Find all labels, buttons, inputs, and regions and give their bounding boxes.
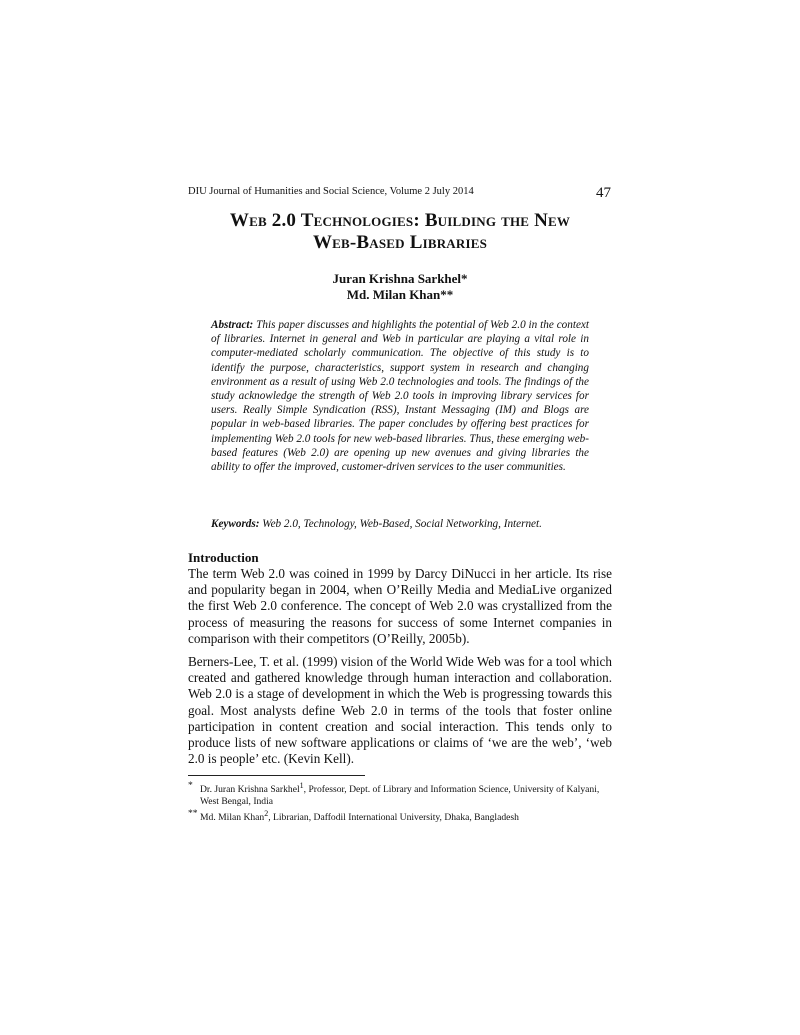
abstract xyxy=(211,318,589,474)
footnote-1 xyxy=(188,780,612,808)
footnote-sup: 1 xyxy=(299,781,304,790)
footnote-marker: * xyxy=(188,780,193,791)
footnote-name: Md. Milan Khan xyxy=(200,812,265,824)
keywords xyxy=(211,518,611,530)
footnote-2 xyxy=(188,808,612,824)
paper-title-line-1: Web 2.0 Technologies: Building the New xyxy=(229,210,571,231)
footnote-sup: 2 xyxy=(264,809,269,819)
footnotes xyxy=(188,780,612,824)
keywords-label: Keywords: xyxy=(211,518,260,530)
keywords-text: Web 2.0, Technology, Web-Based, Social Networking, Internet. xyxy=(262,518,542,530)
author-1: Juran Krishna Sarkhel* xyxy=(332,271,468,286)
footnote-continuation: West Bengal, India xyxy=(200,796,274,808)
paper-title-line-2: Web-Based Libraries xyxy=(312,232,488,253)
body-paragraph: The term Web 2.0 was coined in 1999 by Darcy DiNucci in her article. Its rise and popularity began in 2004, when O’Reilly Media and MediaLive organized the first Web 2.0 conference. The concept of Web 2.0 was crystallized from the process of measuring the reasons for success of some Internet companies in comparison with their competitors (O’Reilly, 2005b). xyxy=(188,566,612,646)
footnote-affiliation: , Professor, Dept. of Library and Information Science, University of Kalyani, xyxy=(303,784,600,796)
footnote-marker: ** xyxy=(188,808,198,820)
abstract-label: Abstract: xyxy=(211,319,254,331)
running-head: DIU Journal of Humanities and Social Science, Volume 2 July 2014 xyxy=(188,186,474,197)
paper-title xyxy=(160,210,640,254)
footnote-affiliation: , Librarian, Daffodil International University, Dhaka, Bangladesh xyxy=(268,812,519,824)
author-2: Md. Milan Khan** xyxy=(346,287,454,302)
page-number: 47 xyxy=(596,185,611,201)
abstract-text: This paper discusses and highlights the potential of Web 2.0 in the context of libraries. Internet in general and Web in particular are playing a vital role in computer-mediated scholarly communication. The objective of this study is to identify the purpose, characteristics, support system in research and changing environment as a result of using Web 2.0 technologies and tools. The findings of the study acknowledge the strength of Web 2.0 tools in improving library services for users. Really Simple Syndication (RSS), Instant Messaging (IM) and Blogs are popular in web-based libraries. The paper concludes by offering best practices for implementing Web 2.0 tools for new web-based libraries. Thus, these emerging web-based features (Web 2.0) are opening up new avenues and giving libraries the ability to offer the improved, customer-driven services to the user communities. xyxy=(211,319,589,474)
footnote-separator xyxy=(188,775,365,776)
section-heading-introduction: Introduction xyxy=(188,550,259,565)
body-paragraph: Berners-Lee, T. et al. (1999) vision of the World Wide Web was for a tool which created and gathered knowledge through human interaction and collaboration. Web 2.0 is a stage of development in which the Web is progressing towards this goal. Most analysts define Web 2.0 in terms of the tools that foster online participation in content creation and social interaction. This tends only to produce lists of new software applications or claims of ‘we are the web’, ‘web 2.0 is people’ etc. (Kevin Kell). xyxy=(188,654,612,767)
footnote-name: Dr. Juran Krishna Sarkhel xyxy=(200,784,300,796)
author-list xyxy=(200,271,600,303)
